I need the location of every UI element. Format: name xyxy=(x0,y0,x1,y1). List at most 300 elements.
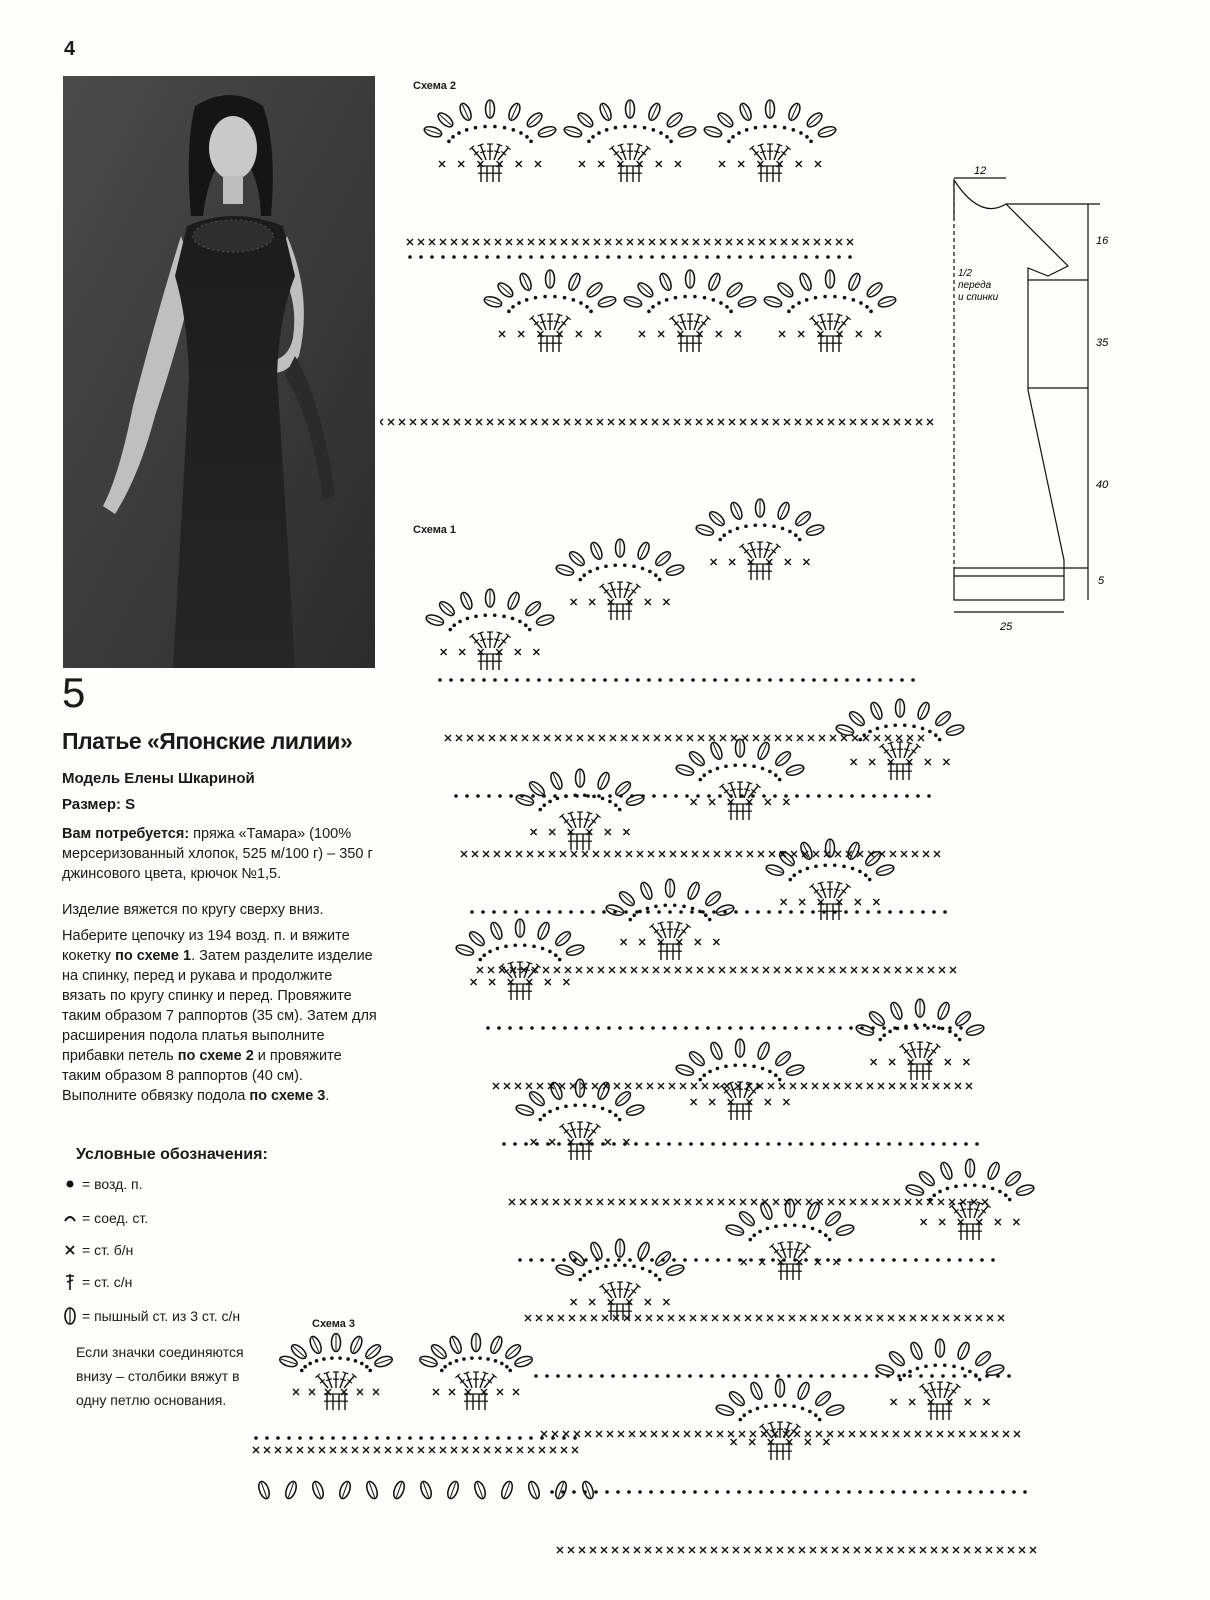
puff-stitch-center xyxy=(471,933,483,944)
chain-dot xyxy=(601,1107,605,1111)
page-number: 4 xyxy=(64,38,76,60)
single-crochet-mark xyxy=(851,967,857,973)
single-crochet-mark xyxy=(916,1199,922,1205)
single-crochet-mark xyxy=(678,1547,684,1553)
single-crochet-mark xyxy=(571,1299,577,1305)
single-crochet-mark xyxy=(517,239,523,245)
puff-stitch-center xyxy=(869,285,881,296)
chain-dot xyxy=(778,910,782,914)
chain-dot xyxy=(809,140,813,144)
single-crochet-mark xyxy=(945,1059,951,1065)
chain-dot xyxy=(573,1103,577,1107)
chain-dot xyxy=(528,628,532,632)
chain-dot xyxy=(658,678,662,682)
dim-top-width: 12 xyxy=(974,165,987,177)
model-photo xyxy=(63,76,375,668)
chain-dot xyxy=(722,533,726,537)
chain-dot xyxy=(493,678,497,682)
chain-dot xyxy=(482,953,486,957)
chain-dot xyxy=(627,1490,631,1494)
chain-dot xyxy=(701,910,705,914)
single-crochet-mark xyxy=(960,1199,966,1205)
single-crochet-mark xyxy=(669,1083,675,1089)
chain-dot xyxy=(924,1365,928,1369)
chain-dot xyxy=(698,778,702,782)
chain-dot xyxy=(920,1142,924,1146)
scheme-3-label: Схема 3 xyxy=(312,1318,356,1330)
scheme-2-label: Схема 2 xyxy=(413,80,457,92)
single-crochet-mark xyxy=(779,331,785,337)
single-crochet-mark xyxy=(682,239,688,245)
single-crochet-mark xyxy=(577,735,583,741)
chain-dot xyxy=(782,255,786,259)
chain-dot xyxy=(881,1258,885,1262)
single-crochet-mark xyxy=(781,899,787,905)
chain-dot xyxy=(792,1490,796,1494)
chain-dot xyxy=(558,958,562,962)
single-crochet-mark xyxy=(953,1547,959,1553)
single-crochet-mark xyxy=(835,851,841,857)
chain-dot xyxy=(848,1258,852,1262)
chain-dot xyxy=(998,1190,1002,1194)
single-crochet-mark xyxy=(656,1547,662,1553)
puff-stitch-center xyxy=(617,783,629,794)
chain-dot xyxy=(833,863,837,867)
single-crochet-mark xyxy=(692,851,698,857)
single-crochet-mark xyxy=(697,967,703,973)
chain-dot xyxy=(781,1490,785,1494)
chain-dot xyxy=(668,910,672,914)
single-crochet-mark xyxy=(707,419,713,425)
single-crochet-mark xyxy=(538,851,544,857)
chain-dot xyxy=(623,1263,627,1267)
single-crochet-mark xyxy=(498,419,504,425)
puff-stitch-center xyxy=(921,1173,933,1184)
single-crochet-mark xyxy=(493,1083,499,1089)
single-crochet-mark xyxy=(911,1083,917,1089)
chain-dot xyxy=(826,255,830,259)
chain-dot xyxy=(848,255,852,259)
single-crochet-mark xyxy=(537,1083,543,1089)
chain-dot xyxy=(897,1374,901,1378)
single-crochet-mark xyxy=(823,1083,829,1089)
single-crochet-mark xyxy=(1019,1547,1025,1553)
chain-dot xyxy=(694,255,698,259)
chain-dot xyxy=(614,126,618,130)
single-crochet-mark xyxy=(659,851,665,857)
chain-dot xyxy=(623,563,627,567)
single-crochet-mark xyxy=(440,1447,446,1453)
single-crochet-mark xyxy=(741,967,747,973)
puff-stitch-center xyxy=(507,1346,519,1357)
chain-dot xyxy=(804,255,808,259)
instructions-text: . xyxy=(325,1088,330,1104)
schematic-outline xyxy=(954,180,1068,600)
chain-dot xyxy=(750,1026,754,1030)
chain-dot xyxy=(1004,1193,1008,1197)
single-crochet-mark xyxy=(797,735,803,741)
single-crochet-mark xyxy=(861,1199,867,1205)
single-crochet-mark xyxy=(729,559,735,565)
single-crochet-mark xyxy=(531,829,537,835)
chain-dot xyxy=(581,678,585,682)
chain-dot xyxy=(618,1118,622,1122)
chain-dot xyxy=(716,767,720,771)
puff-stitch-center xyxy=(711,513,723,524)
chain-dot xyxy=(932,1193,936,1197)
chain-dot xyxy=(683,295,687,299)
chain-dot xyxy=(789,910,793,914)
chain-dot xyxy=(963,1374,967,1378)
chain-dot xyxy=(870,1258,874,1262)
puff-stitch-center xyxy=(777,753,789,764)
single-crochet-mark xyxy=(731,735,737,741)
single-crochet-mark xyxy=(651,1431,657,1437)
dim-body-height: 35 xyxy=(1096,337,1109,349)
chain-dot xyxy=(308,1362,312,1366)
chain-dot xyxy=(466,617,470,621)
single-crochet-mark xyxy=(907,735,913,741)
chain-dot xyxy=(729,794,733,798)
chain-dot xyxy=(639,1258,643,1262)
single-crochet-mark xyxy=(833,1315,839,1321)
single-crochet-mark xyxy=(410,419,416,425)
chain-dot xyxy=(753,523,757,527)
chain-dot xyxy=(756,910,760,914)
chain-dot xyxy=(623,125,627,129)
single-crochet-mark xyxy=(728,1431,734,1437)
chain-dot xyxy=(726,1490,730,1494)
chain-dot xyxy=(597,131,601,135)
single-crochet-mark xyxy=(461,851,467,857)
chain-dot xyxy=(661,255,665,259)
chain-dot xyxy=(921,727,925,731)
chain-dot xyxy=(757,678,761,682)
chain-dot xyxy=(991,1258,995,1262)
single-crochet-mark xyxy=(575,1199,581,1205)
single-crochet-mark xyxy=(673,1431,679,1437)
chain-dot xyxy=(511,617,515,621)
single-crochet-mark xyxy=(921,1315,927,1321)
chain-dot xyxy=(979,1490,983,1494)
chain-dot xyxy=(773,794,777,798)
single-crochet-mark xyxy=(720,735,726,741)
puff-stitch-center xyxy=(557,933,569,944)
single-crochet-mark xyxy=(605,239,611,245)
chain-dot xyxy=(946,1187,950,1191)
chain-dot xyxy=(930,1374,934,1378)
single-crochet-mark xyxy=(873,967,879,973)
instructions-text: . Затем разделите изделие на спинку, перед и рукава и продолжите вязать по кругу спинку и перед. Провяжите таким образом 7 раппортов (35 см). Затем для расширения подола платья выполните прибавки петель xyxy=(62,948,377,1064)
chain-dot xyxy=(518,1436,522,1440)
single-crochet-mark xyxy=(966,1083,972,1089)
chain-dot xyxy=(618,1026,622,1030)
chain-dot xyxy=(430,1436,434,1440)
single-crochet-mark xyxy=(747,851,753,857)
single-crochet-mark xyxy=(472,851,478,857)
single-crochet-mark xyxy=(716,331,722,337)
single-crochet-mark xyxy=(801,1083,807,1089)
single-crochet-mark xyxy=(623,1547,629,1553)
chain-dot xyxy=(973,1183,977,1187)
chain-dot xyxy=(803,1490,807,1494)
chain-dot xyxy=(474,615,478,619)
chain-dot xyxy=(805,135,809,139)
chain-dot xyxy=(575,794,579,798)
single-crochet-mark xyxy=(443,419,449,425)
chain-dot xyxy=(938,1190,942,1194)
chain-dot xyxy=(758,1230,762,1234)
single-crochet-mark xyxy=(671,239,677,245)
single-crochet-mark xyxy=(800,1315,806,1321)
single-crochet-mark xyxy=(850,419,856,425)
single-crochet-mark xyxy=(679,1315,685,1321)
chain-dot xyxy=(584,255,588,259)
single-crochet-mark xyxy=(762,419,768,425)
chain-dot xyxy=(496,1436,500,1440)
chain-dot xyxy=(632,1265,636,1269)
chain-dot xyxy=(639,255,643,259)
chain-dot xyxy=(902,1373,906,1377)
chain-dot xyxy=(574,1026,578,1030)
chain-dot xyxy=(529,1258,533,1262)
single-crochet-mark xyxy=(894,419,900,425)
single-crochet-mark xyxy=(891,1399,897,1405)
single-crochet-mark xyxy=(297,1447,303,1453)
chain-dot xyxy=(814,1413,818,1417)
chain-dot xyxy=(553,794,557,798)
single-crochet-mark xyxy=(905,1199,911,1205)
chain-dot xyxy=(689,1142,693,1146)
single-crochet-mark xyxy=(963,1059,969,1065)
chain-dot xyxy=(793,1258,797,1262)
chain-dot xyxy=(755,1142,759,1146)
single-crochet-mark xyxy=(753,735,759,741)
chain-dot xyxy=(532,945,536,949)
chain-dot xyxy=(842,865,846,869)
single-crochet-mark xyxy=(695,1431,701,1437)
single-crochet-mark xyxy=(275,1447,281,1453)
chain-dot xyxy=(488,950,492,954)
chain-dot xyxy=(943,1363,947,1367)
single-crochet-mark xyxy=(954,1315,960,1321)
single-crochet-mark xyxy=(380,419,383,425)
single-crochet-mark xyxy=(473,239,479,245)
single-crochet-mark xyxy=(595,331,601,337)
single-crochet-mark xyxy=(561,239,567,245)
chain-dot xyxy=(794,1026,798,1030)
single-crochet-mark xyxy=(520,419,526,425)
chain-dot xyxy=(375,1436,379,1440)
puff-stitch-center xyxy=(617,1093,629,1104)
chain-dot xyxy=(669,140,673,144)
single-crochet-mark xyxy=(652,1199,658,1205)
chain-dot xyxy=(562,1258,566,1262)
single-crochet-mark xyxy=(488,967,494,973)
chain-dot xyxy=(524,623,528,627)
single-crochet-mark xyxy=(550,1447,556,1453)
single-crochet-mark xyxy=(756,1315,762,1321)
dim-hem-height: 5 xyxy=(1098,575,1105,587)
single-crochet-mark xyxy=(630,419,636,425)
chain-dot xyxy=(858,1490,862,1494)
puff-stitch-center xyxy=(571,553,583,564)
chain-dot xyxy=(887,1142,891,1146)
single-crochet-mark xyxy=(465,419,471,425)
single-crochet-mark xyxy=(645,1547,651,1553)
single-crochet-mark xyxy=(959,1431,965,1437)
single-crochet-mark xyxy=(784,1199,790,1205)
puff-stitch-center xyxy=(867,853,879,864)
chain-dot xyxy=(778,778,782,782)
chain-dot xyxy=(578,578,582,582)
chain-dot xyxy=(798,870,802,874)
chain-dot xyxy=(635,910,639,914)
chain-dot xyxy=(708,770,712,774)
single-crochet-mark xyxy=(553,1199,559,1205)
double-crochet-mark xyxy=(638,148,648,160)
puff-stitch-center xyxy=(439,115,451,126)
chain-dot xyxy=(959,1026,963,1030)
chain-dot xyxy=(935,1490,939,1494)
chain-dot xyxy=(584,1258,588,1262)
single-crochet-mark xyxy=(981,1431,987,1437)
chain-dot xyxy=(419,255,423,259)
chain-dot xyxy=(608,1110,612,1114)
chain-dot xyxy=(913,1490,917,1494)
single-crochet-mark xyxy=(786,735,792,741)
single-crochet-mark xyxy=(547,1315,553,1321)
single-crochet-mark xyxy=(884,967,890,973)
double-crochet-mark xyxy=(562,816,572,828)
single-crochet-mark xyxy=(441,649,447,655)
single-crochet-mark xyxy=(822,1315,828,1321)
single-crochet-mark xyxy=(668,1315,674,1321)
chain-dot xyxy=(765,1374,769,1378)
chain-dot xyxy=(483,125,487,129)
single-crochet-mark xyxy=(939,967,945,973)
puff-stitch-center xyxy=(957,1013,969,1024)
chain-dot xyxy=(905,794,909,798)
single-crochet-mark xyxy=(637,851,643,857)
single-crochet-mark xyxy=(799,899,805,905)
chain-dot xyxy=(470,910,474,914)
chain-dot xyxy=(440,1369,444,1373)
single-crochet-mark xyxy=(861,419,867,425)
single-crochet-mark xyxy=(883,1199,889,1205)
single-crochet-mark xyxy=(708,967,714,973)
double-crochet-mark xyxy=(588,816,598,828)
single-crochet-mark xyxy=(545,979,551,985)
article-title: Платье «Японские лилии» xyxy=(62,728,353,754)
chain-dot xyxy=(652,794,656,798)
single-crochet-mark xyxy=(691,1099,697,1105)
chain-dot xyxy=(1008,1198,1012,1202)
chain-dot xyxy=(619,794,623,798)
single-crochet-mark xyxy=(645,599,651,605)
scheme-reference: по схеме 2 xyxy=(177,1048,254,1064)
single-crochet-mark xyxy=(860,1431,866,1437)
legend-text: = возд. п. xyxy=(82,1176,143,1192)
single-crochet-mark xyxy=(489,735,495,741)
puff-stitch-center xyxy=(433,1346,445,1357)
puff-stitch-center xyxy=(729,285,741,296)
single-crochet-mark xyxy=(608,1199,614,1205)
single-crochet-mark xyxy=(796,161,802,167)
chain-dot xyxy=(505,1365,509,1369)
chain-dot xyxy=(320,1436,324,1440)
chain-dot xyxy=(408,1436,412,1440)
chain-dot xyxy=(663,903,667,907)
single-crochet-mark xyxy=(839,1199,845,1205)
single-crochet-mark xyxy=(775,735,781,741)
chain-dot xyxy=(752,1065,756,1069)
single-crochet-mark xyxy=(429,239,435,245)
chain-dot xyxy=(828,794,832,798)
chain-dot xyxy=(878,678,882,682)
chain-dot xyxy=(474,255,478,259)
double-crochet-mark xyxy=(908,746,918,758)
chain-dot xyxy=(953,1142,957,1146)
single-crochet-mark xyxy=(484,239,490,245)
materials-paragraph xyxy=(62,824,378,884)
chain-dot xyxy=(553,295,557,299)
chain-dot xyxy=(443,1365,447,1369)
chain-dot xyxy=(808,1410,812,1414)
single-crochet-mark xyxy=(916,419,922,425)
chain-dot xyxy=(463,255,467,259)
single-crochet-mark xyxy=(670,851,676,857)
puff-stitch-center xyxy=(621,893,633,904)
chain-dot xyxy=(605,128,609,132)
single-crochet-mark xyxy=(898,1547,904,1553)
single-crochet-mark xyxy=(788,1547,794,1553)
chain-dot xyxy=(774,773,778,777)
double-crochet-mark xyxy=(722,1086,732,1098)
single-crochet-mark xyxy=(702,1083,708,1089)
single-crochet-mark xyxy=(839,419,845,425)
chain-dot xyxy=(792,128,796,132)
chain-dot xyxy=(508,1026,512,1030)
single-crochet-mark xyxy=(827,1431,833,1437)
chain-dot xyxy=(448,1362,452,1366)
chain-dot xyxy=(884,725,888,729)
chain-dot xyxy=(827,1026,831,1030)
single-crochet-mark xyxy=(723,1315,729,1321)
single-crochet-mark xyxy=(828,1199,834,1205)
puff-stitch-center xyxy=(817,1393,829,1404)
chain-dot xyxy=(623,1142,627,1146)
chain-dot xyxy=(526,678,530,682)
chain-dot xyxy=(941,1027,945,1031)
chain-dot xyxy=(474,1436,478,1440)
chain-dot xyxy=(322,1357,326,1361)
chain-dot xyxy=(614,1113,618,1117)
chain-dot xyxy=(936,1258,940,1262)
chain-dot xyxy=(537,678,541,682)
single-crochet-mark xyxy=(432,419,438,425)
single-crochet-mark xyxy=(709,735,715,741)
single-crochet-mark xyxy=(909,1399,915,1405)
chain-dot xyxy=(704,1490,708,1494)
chain-dot xyxy=(916,794,920,798)
chain-dot xyxy=(688,1374,692,1378)
single-crochet-mark xyxy=(899,1315,905,1321)
single-crochet-mark xyxy=(674,1199,680,1205)
single-crochet-mark xyxy=(662,1431,668,1437)
chain-dot xyxy=(865,305,869,309)
single-crochet-mark xyxy=(525,1315,531,1321)
